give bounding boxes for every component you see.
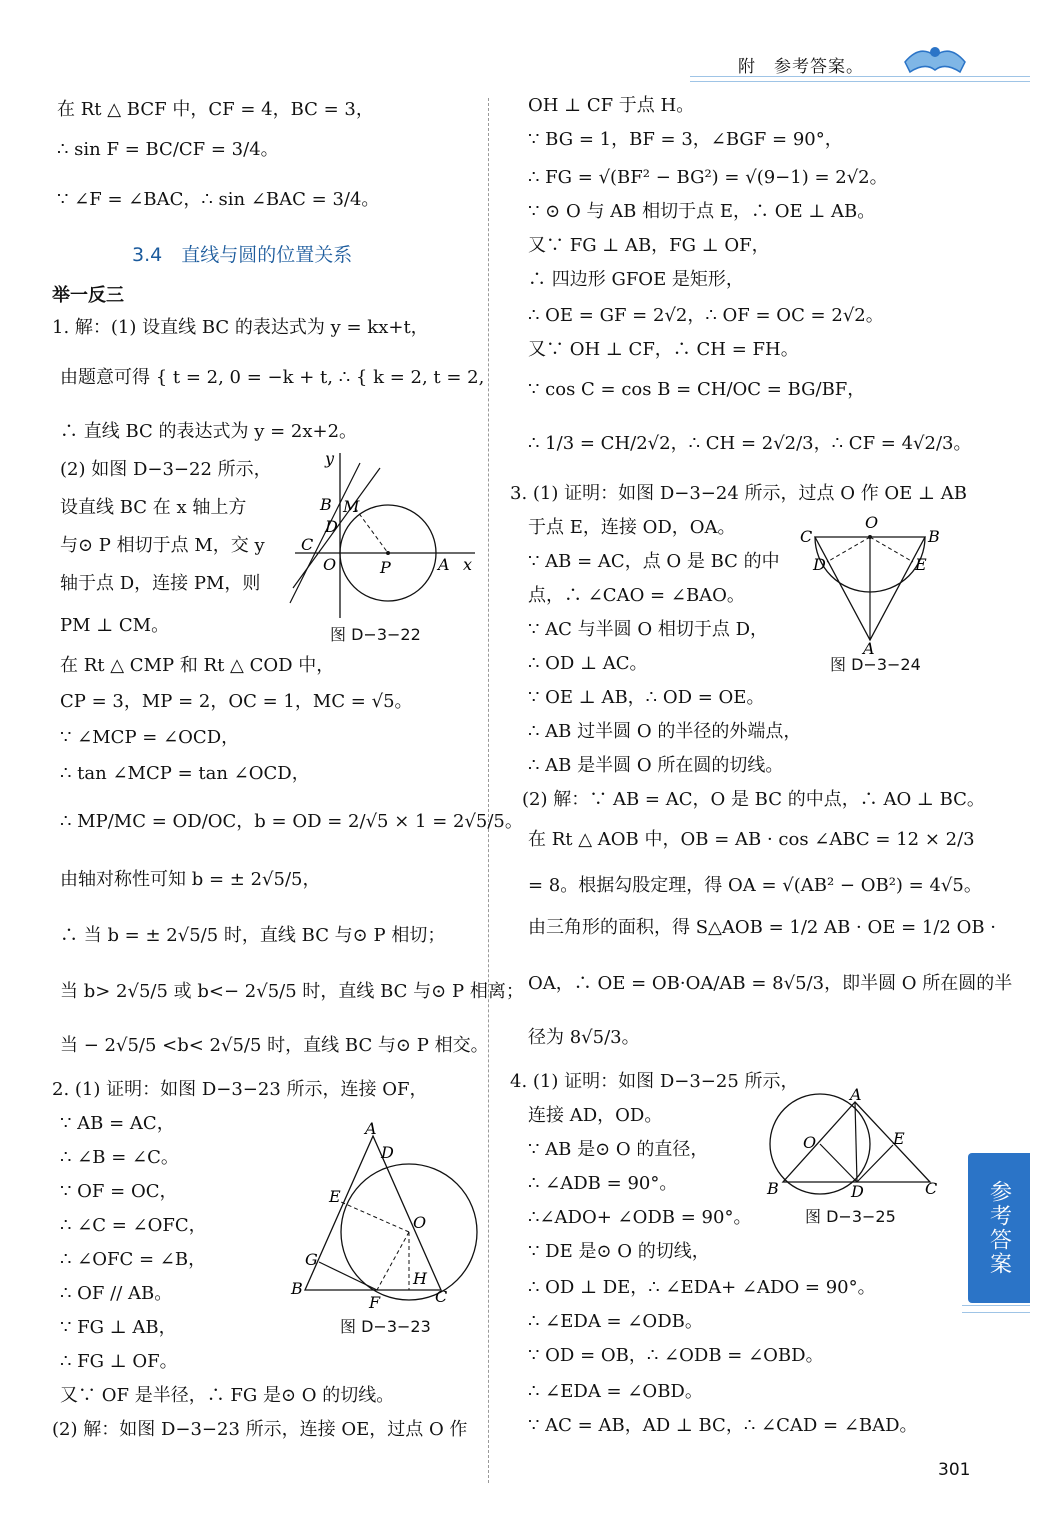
text-line: ∵ AB 是⊙ O 的直径， — [528, 1139, 709, 1160]
svg-text:D: D — [813, 555, 826, 574]
text-line: 当 b> 2√5/5 或 b<− 2√5/5 时，直线 BC 与⊙ P 相离； — [60, 981, 524, 1002]
text-line: ∴ ∠ADB = 90°。 — [528, 1173, 678, 1194]
text-line: ∴ OE = GF = 2√2，∴ OF = OC = 2√2。 — [528, 305, 884, 326]
text-line: ∴ tan ∠MCP = tan ∠OCD， — [60, 763, 310, 784]
text-line: OA，∴ OE = OB·OA/AB = 8√5/3，即半圆 O 所在圆的半 — [528, 973, 1013, 994]
text-line: ∵ cos C = cos B = CH/OC = BG/BF， — [528, 379, 866, 400]
svg-text:A: A — [863, 639, 875, 658]
svg-text:B: B — [291, 1279, 303, 1298]
svg-text:E: E — [893, 1129, 905, 1148]
text-line: ∴ AB 是半圆 O 所在圆的切线。 — [528, 755, 784, 776]
svg-text:y: y — [325, 449, 335, 468]
text-line: 由题意可得 { t = 2, 0 = −k + t, ∴ { k = 2, t = 2, — [60, 367, 485, 388]
header-rule — [690, 76, 1030, 82]
text-line: CP = 3，MP = 2，OC = 1，MC = √5。 — [60, 691, 413, 712]
text-line: 又∵ FG ⊥ AB，FG ⊥ OF， — [528, 235, 770, 256]
text-line: ∵ DE 是⊙ O 的切线， — [528, 1241, 710, 1262]
text-line: 连接 AD，OD。 — [528, 1105, 663, 1126]
text-line: ∴∠ADO+ ∠ODB = 90°。 — [528, 1207, 752, 1228]
text-line: = 8。根据勾股定理，得 OA = √(AB² − OB²) = 4√5。 — [528, 875, 982, 896]
text-line: ∵ OE ⊥ AB，∴ OD = OE。 — [528, 687, 765, 708]
book-logo-icon — [900, 42, 970, 80]
text-line: 当 − 2√5/5 <b< 2√5/5 时，直线 BC 与⊙ P 相交。 — [60, 1035, 489, 1056]
text-line: 在 Rt △ CMP 和 Rt △ COD 中， — [60, 655, 335, 676]
text-line: ∴ ∠B = ∠C。 — [60, 1147, 179, 1168]
svg-text:E: E — [329, 1187, 341, 1206]
figure-d-3-24 — [795, 512, 945, 656]
figure-d-3-23 — [285, 1119, 485, 1312]
page-number: 301 — [938, 1460, 971, 1480]
text-line: ∴ 四边形 GFOE 是矩形， — [528, 269, 744, 290]
svg-text:P: P — [380, 558, 391, 577]
text-line: ∴ 1/3 = CH/2√2，∴ CH = 2√2/3，∴ CF = 4√2/3。 — [528, 433, 972, 454]
section-title: 3.4 直线与圆的位置关系 — [132, 244, 353, 266]
figure-d-3-25 — [765, 1085, 945, 1204]
text-line: ∴ AB 过半圆 O 的半径的外端点， — [528, 721, 802, 742]
svg-text:B: B — [767, 1179, 779, 1198]
text-line: 2. (1) 证明：如图 D−3−23 所示，连接 OF， — [52, 1079, 428, 1100]
text-line: ∵ ∠MCP = ∠OCD， — [60, 727, 240, 748]
svg-text:F: F — [369, 1293, 381, 1312]
text-line: ∴ ∠EDA = ∠OBD。 — [528, 1381, 703, 1402]
figure-caption: 图 D−3−23 — [340, 1317, 431, 1336]
svg-text:M: M — [343, 497, 360, 516]
text-line: 由轴对称性可知 b = ± 2√5/5， — [60, 869, 321, 890]
text-line: ∴ OD ⊥ AC。 — [528, 653, 648, 674]
text-line: ∵ AB = AC， — [60, 1113, 175, 1134]
text-line: ∴ OF // AB。 — [60, 1283, 173, 1304]
text-line: 于点 E，连接 OD，OA。 — [528, 517, 736, 538]
column-divider — [488, 98, 489, 1483]
text-line: ∴ ∠EDA = ∠ODB。 — [528, 1311, 703, 1332]
text-line: ∴ MP/MC = OD/OC，b = OD = 2/√5 × 1 = 2√5/5。 — [60, 811, 523, 832]
text-line: ∴ 直线 BC 的表达式为 y = 2x+2。 — [60, 421, 358, 442]
text-line: ∵ BG = 1，BF = 3，∠BGF = 90°， — [528, 129, 843, 150]
header-title: 附 参考答案。 — [738, 57, 864, 77]
svg-text:O: O — [323, 555, 337, 574]
text-line: 又∵ OH ⊥ CF，∴ CH = FH。 — [528, 339, 799, 360]
svg-text:E: E — [915, 555, 927, 574]
text-line: ∴ sin F = BC/CF = 3/4。 — [57, 139, 279, 160]
text-line: ∵ OD = OB，∴ ∠ODB = ∠OBD。 — [528, 1345, 824, 1366]
svg-text:D: D — [851, 1182, 864, 1201]
text-line: 在 Rt △ AOB 中，OB = AB · cos ∠ABC = 12 × 2/3 — [528, 829, 975, 850]
text-line: ∴ ∠C = ∠OFC， — [60, 1215, 207, 1236]
svg-text:A: A — [438, 555, 450, 574]
svg-text:A: A — [365, 1119, 377, 1138]
svg-text:B: B — [928, 527, 940, 546]
svg-text:G: G — [305, 1250, 318, 1269]
svg-text:A: A — [850, 1085, 862, 1104]
text-line: (2) 解：如图 D−3−23 所示，连接 OE，过点 O 作 — [52, 1419, 468, 1440]
text-line: (2) 如图 D−3−22 所示， — [60, 459, 272, 480]
subhead: 举一反三 — [52, 285, 124, 306]
svg-text:C: C — [435, 1287, 448, 1306]
side-rule — [962, 1305, 1030, 1313]
svg-text:C: C — [925, 1179, 938, 1198]
text-line: ∵ OF = OC， — [60, 1181, 178, 1202]
svg-text:C: C — [301, 535, 314, 554]
text-line: OH ⊥ CF 于点 H。 — [528, 95, 695, 116]
svg-text:D: D — [325, 517, 338, 536]
text-line: 4. (1) 证明：如图 D−3−25 所示， — [510, 1071, 799, 1092]
text-line: ∵ AC = AB，AD ⊥ BC，∴ ∠CAD = ∠BAD。 — [528, 1415, 918, 1436]
text-line: ∵ ∠F = ∠BAC，∴ sin ∠BAC = 3/4。 — [57, 189, 380, 210]
text-line: ∴ ∠OFC = ∠B， — [60, 1249, 207, 1270]
svg-text:x: x — [463, 555, 473, 574]
svg-text:O: O — [865, 513, 879, 532]
text-line: ∵ ⊙ O 与 AB 相切于点 E，∴ OE ⊥ AB。 — [528, 201, 876, 222]
svg-text:O: O — [413, 1213, 427, 1232]
text-line: 在 Rt △ BCF 中，CF = 4，BC = 3， — [57, 99, 374, 120]
figure-caption: 图 D−3−25 — [805, 1207, 896, 1226]
text-line: ∴ FG ⊥ OF。 — [60, 1351, 178, 1372]
figure-caption: 图 D−3−24 — [830, 655, 921, 674]
text-line: ∴ FG = √(BF² − BG²) = √(9−1) = 2√2。 — [528, 167, 888, 188]
svg-text:B: B — [320, 495, 332, 514]
text-line: 3. (1) 证明：如图 D−3−24 所示，过点 O 作 OE ⊥ AB — [510, 483, 967, 504]
text-line: 由三角形的面积，得 S△AOB = 1/2 AB · OE = 1/2 OB · — [528, 917, 997, 938]
svg-text:H: H — [413, 1269, 427, 1288]
text-line: 轴于点 D，连接 PM，则 — [60, 573, 261, 594]
text-line: ∴ 当 b = ± 2√5/5 时，直线 BC 与⊙ P 相切； — [60, 925, 446, 946]
text-line: ∵ FG ⊥ AB， — [60, 1317, 177, 1338]
text-line: ∵ AB = AC，点 O 是 BC 的中 — [528, 551, 780, 572]
text-line: ∴ OD ⊥ DE，∴ ∠EDA+ ∠ADO = 90°。 — [528, 1277, 876, 1298]
text-line: 径为 8√5/3。 — [528, 1027, 640, 1048]
text-line: PM ⊥ CM。 — [60, 615, 170, 636]
text-line: 设直线 BC 在 x 轴上方 — [60, 497, 247, 518]
text-line: 点，∴ ∠CAO = ∠BAO。 — [528, 585, 745, 606]
figure-d-3-22 — [295, 448, 485, 632]
answer-section-tab: 参考答案 — [968, 1153, 1030, 1303]
text-line: ∵ AC 与半圆 O 相切于点 D， — [528, 619, 769, 640]
figure-caption: 图 D−3−22 — [330, 625, 421, 644]
text-line: 与⊙ P 相切于点 M，交 y — [60, 535, 265, 556]
text-line: 又∵ OF 是半径，∴ FG 是⊙ O 的切线。 — [60, 1385, 395, 1406]
text-line: 1. 解：(1) 设直线 BC 的表达式为 y = kx+t， — [52, 317, 429, 338]
svg-text:C: C — [800, 527, 813, 546]
text-line: (2) 解：∵ AB = AC，O 是 BC 的中点，∴ AO ⊥ BC。 — [522, 789, 985, 810]
svg-text:D: D — [381, 1143, 394, 1162]
svg-text:O: O — [803, 1133, 817, 1152]
page-header — [690, 40, 1030, 85]
